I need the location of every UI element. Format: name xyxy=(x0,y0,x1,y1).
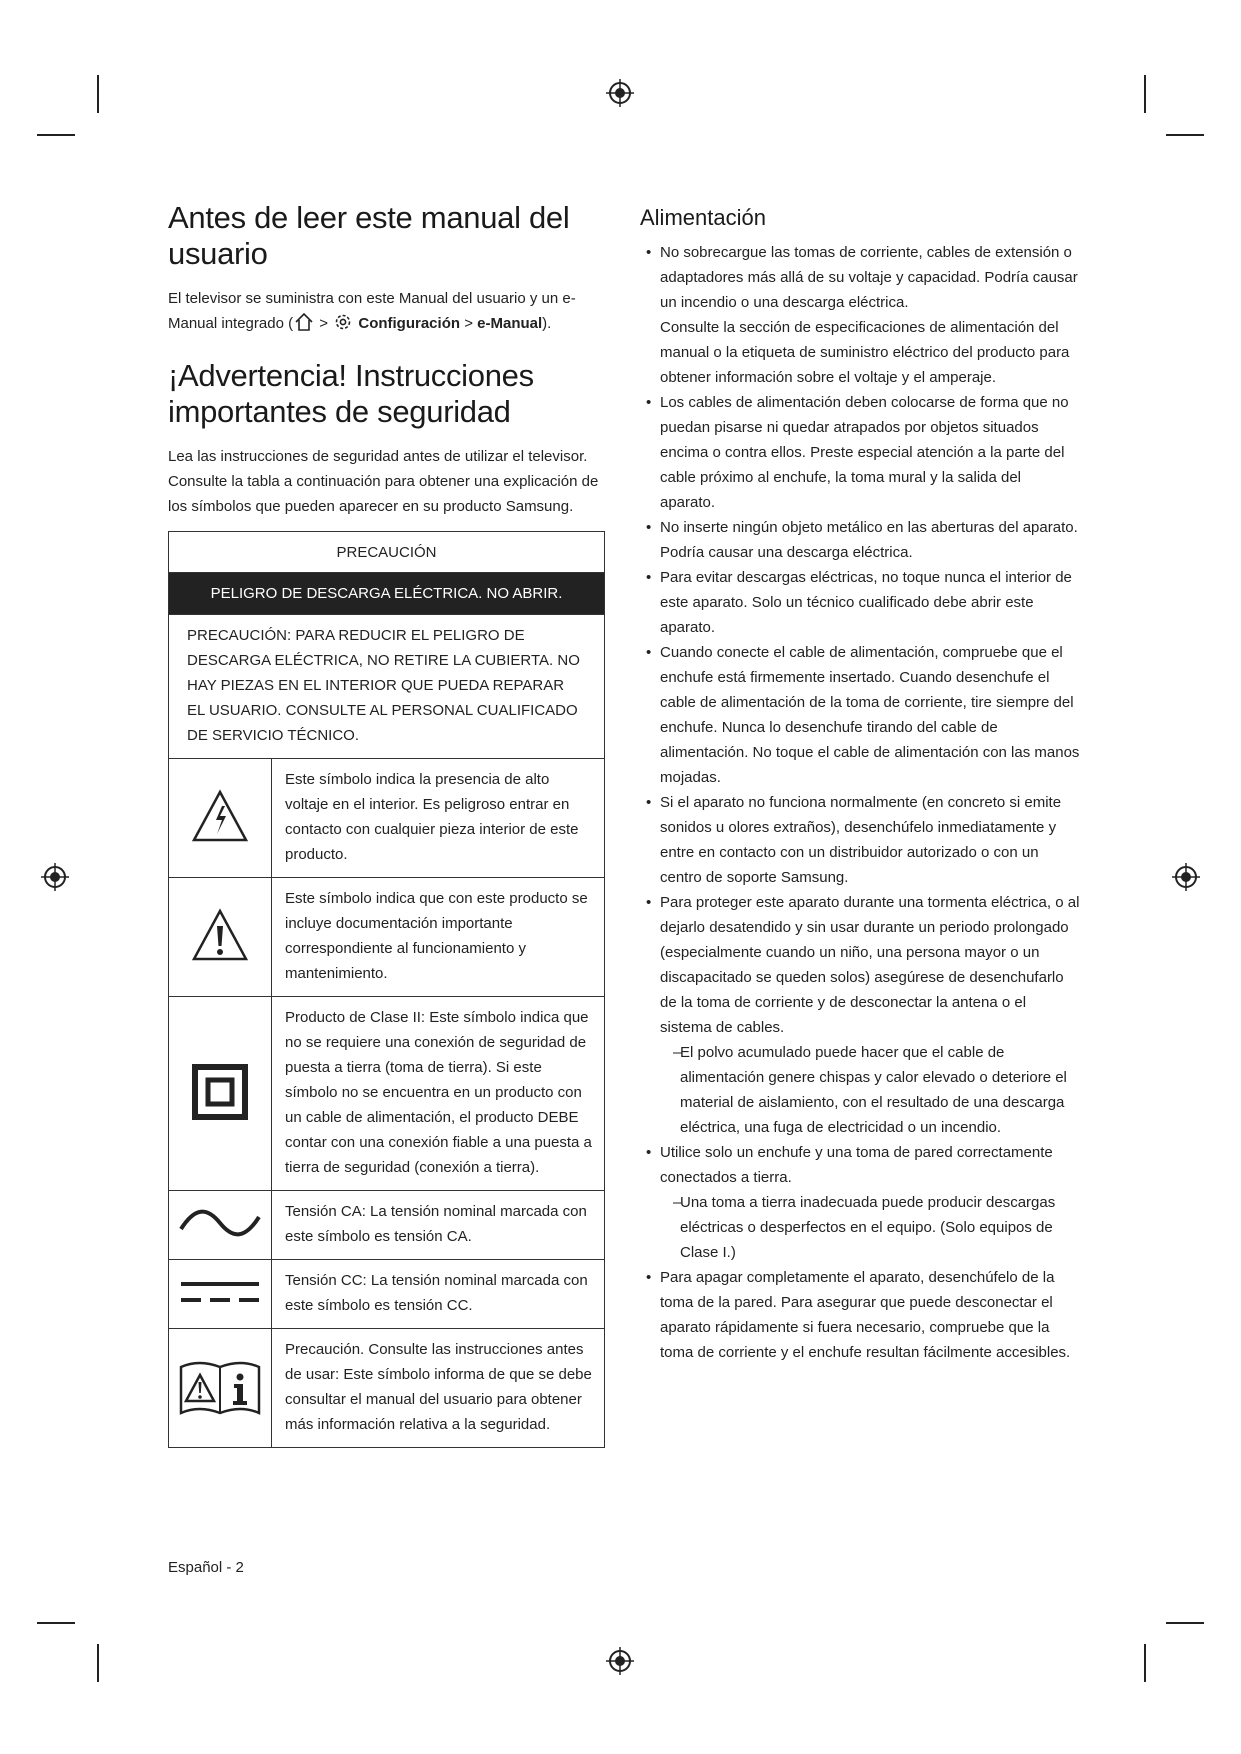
path-separator: > xyxy=(315,315,333,332)
crop-mark xyxy=(1166,134,1204,136)
crop-mark xyxy=(1166,1622,1204,1624)
crop-mark xyxy=(37,134,75,136)
table-row xyxy=(169,759,605,878)
row-text: Este símbolo indica que con este producto se incluye documentación importante correspondiente al funcionamiento y mantenimiento. xyxy=(272,878,605,997)
right-column xyxy=(640,200,1080,1365)
list-item: • Para evitar descargas eléctricas, no toque nunca el interior de este aparato. Solo un técnico cualificado debe abrir este aparato. xyxy=(640,565,1080,640)
crop-mark xyxy=(97,75,99,113)
crop-mark xyxy=(1144,1644,1146,1682)
gear-icon xyxy=(332,311,354,333)
table-row xyxy=(169,878,605,997)
list-item: • Los cables de alimentación deben colocarse de forma que no puedan pisarse ni quedar atrapados por objetos situados encima o contra ellos. Preste especial atención a la parte del cable próximo al enchufe, la toma mural y la salida del aparato. xyxy=(640,390,1080,515)
registration-mark-icon xyxy=(605,1646,635,1676)
row-text: Producto de Clase II: Este símbolo indica que no se requiere una conexión de seguridad de puesta a tierra (toma de tierra). Si este símbolo no se encuentra en un producto con un cable de alimentación, el producto DEBE contar con una conexión fiable a una puesta a tierra de seguridad (conexión a tierra). xyxy=(272,997,605,1191)
row-text: Precaución. Consulte las instrucciones antes de usar: Este símbolo informa de que se debe consultar el manual del usuario para obtener más información relativa a la seguridad. xyxy=(272,1329,605,1448)
dc-voltage-icon xyxy=(177,1276,263,1308)
sub-list-item: – Una toma a tierra inadecuada puede producir descargas eléctricas o desperfectos en el equipo. (Solo equipos de Clase I.) xyxy=(660,1190,1080,1265)
crop-mark xyxy=(37,1622,75,1624)
ac-voltage-icon xyxy=(177,1205,263,1241)
icon-cell xyxy=(169,997,272,1191)
list-item: • Si el aparato no funciona normalmente (en concreto si emite sonidos u olores extraños), desenchúfelo inmediatamente y entre en contacto con un distribuidor autorizado o con un centro de soporte Samsung. xyxy=(640,790,1080,890)
path-emanual: e-Manual xyxy=(477,315,543,332)
table-row xyxy=(169,1191,605,1260)
manual-intro xyxy=(168,286,605,336)
intro-text: El televisor se suministra con este Manual del usuario y un e-Manual integrado ( xyxy=(168,290,576,332)
path-settings: Configuración xyxy=(358,315,461,332)
path-close: ). xyxy=(542,315,552,332)
row-text: Tensión CC: La tensión nominal marcada con este símbolo es tensión CC. xyxy=(272,1260,605,1329)
bullet-extra: Consulte la sección de especificaciones de alimentación del manual o la etiqueta de suministro eléctrico del producto para obtener información sobre el voltaje y el amperaje. xyxy=(660,319,1070,386)
row-text: Tensión CA: La tensión nominal marcada con este símbolo es tensión CA. xyxy=(272,1191,605,1260)
list-item: • Para proteger este aparato durante una tormenta eléctrica, o al dejarlo desatendido y sin usar durante un periodo prolongado (especialmente cuando un niño, una persona mayor o un discapacitado se queden solos) asegúrese de desenchufarlo de la toma de corriente y de desconectar la antena o el sistema de cables. – El polvo acumulado puede hacer que el cable de alimentación genere chispas y calor elevado o deteriore el material de aislamiento, con el resultado de una descarga eléctrica, una fuga de electricidad o un incendio. xyxy=(640,890,1080,1140)
list-item: • Cuando conecte el cable de alimentación, compruebe que el enchufe está firmemente insertado. Cuando desenchufe el cable de alimentación de la toma de corriente, tire siempre del enchufe. Nunca lo desenchufe tirando del cable de alimentación. No toque el cable de alimentación con las manos mojadas. xyxy=(640,640,1080,790)
left-column xyxy=(168,200,605,1448)
caution-header: PRECAUCIÓN xyxy=(169,532,605,573)
table-row xyxy=(169,997,605,1191)
list-item: • Para apagar completamente el aparato, desenchúfelo de la toma de la pared. Para asegurar que puede desconectar el aparato rápidamente si fuera necesario, compruebe que la toma de corriente y el enchufe resultan fácilmente accesibles. xyxy=(640,1265,1080,1365)
consult-manual-icon xyxy=(177,1353,263,1419)
list-item: • No sobrecargue las tomas de corriente, cables de extensión o adaptadores más allá de su voltaje y capacidad. Podría causar un incendio o una descarga eléctrica. Consulte la sección de especificaciones de alimentación del manual o la etiqueta de suministro eléctrico del producto para obtener información sobre el voltaje y el amperaje. xyxy=(640,240,1080,390)
table-row xyxy=(169,1329,605,1448)
registration-mark-icon xyxy=(40,862,70,892)
exclamation-triangle-icon xyxy=(190,907,250,963)
icon-cell xyxy=(169,1191,272,1260)
icon-cell xyxy=(169,1260,272,1329)
power-heading: Alimentación xyxy=(640,205,766,230)
page-footer: Español - 2 xyxy=(168,1559,244,1576)
safety-intro: Lea las instrucciones de seguridad antes de utilizar el televisor. Consulte la tabla a continuación para obtener una explicación de los símbolos que pueden aparecer en su producto Samsung. xyxy=(168,448,599,515)
registration-mark-icon xyxy=(1171,862,1201,892)
row-text: Este símbolo indica la presencia de alto voltaje en el interior. Es peligroso entrar en contacto con cualquier pieza interior de este producto. xyxy=(272,759,605,878)
high-voltage-icon xyxy=(190,788,250,844)
table-row xyxy=(169,1260,605,1329)
caution-text: PRECAUCIÓN: PARA REDUCIR EL PELIGRO DE DESCARGA ELÉCTRICA, NO RETIRE LA CUBIERTA. NO HAY PIEZAS EN EL INTERIOR QUE PUEDA REPARAR EL USUARIO. CONSULTE AL PERSONAL CUALIFICADO DE SERVICIO TÉCNICO. xyxy=(169,615,605,759)
list-item: • Utilice solo un enchufe y una toma de pared correctamente conectados a tierra. – Una toma a tierra inadecuada puede producir descargas eléctricas o desperfectos en el equipo. (Solo equipos de Clase I.) xyxy=(640,1140,1080,1265)
symbols-table xyxy=(168,531,605,1448)
icon-cell xyxy=(169,1329,272,1448)
crop-mark xyxy=(1144,75,1146,113)
manual-heading: Antes de leer este manual del usuario xyxy=(168,200,570,271)
class-ii-icon xyxy=(190,1062,250,1122)
safety-heading: ¡Advertencia! Instrucciones importantes de seguridad xyxy=(168,358,534,429)
list-item: • No inserte ningún objeto metálico en las aberturas del aparato. Podría causar una descarga eléctrica. xyxy=(640,515,1080,565)
icon-cell xyxy=(169,878,272,997)
crop-mark xyxy=(97,1644,99,1682)
path-separator: > xyxy=(460,315,478,332)
danger-banner: PELIGRO DE DESCARGA ELÉCTRICA. NO ABRIR. xyxy=(169,573,605,615)
icon-cell xyxy=(169,759,272,878)
sub-list-item: – El polvo acumulado puede hacer que el cable de alimentación genere chispas y calor elevado o deteriore el material de aislamiento, con el resultado de una descarga eléctrica, una fuga de electricidad o un incendio. xyxy=(660,1040,1080,1140)
power-bullets xyxy=(640,240,1080,1365)
home-icon xyxy=(293,311,315,333)
registration-mark-icon xyxy=(605,78,635,108)
